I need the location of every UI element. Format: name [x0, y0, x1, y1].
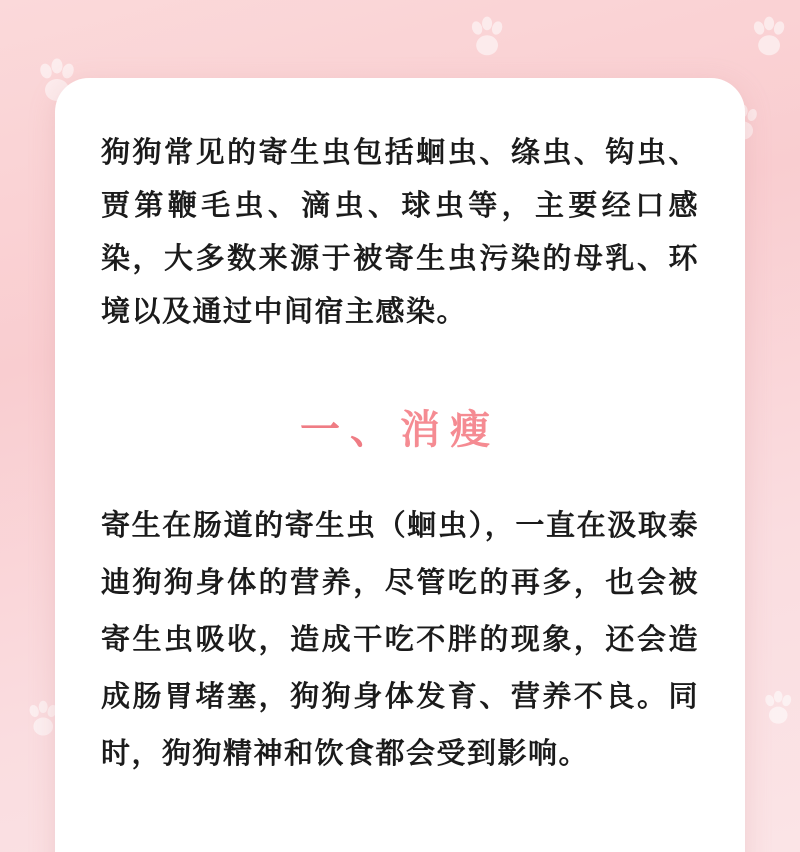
paw-print-icon: [762, 690, 796, 728]
section-number: 一、: [300, 407, 400, 453]
paw-print-icon: [750, 16, 790, 60]
section-title: 消瘦: [400, 407, 500, 453]
section-body-paragraph: 寄生在肠道的寄生虫（蛔虫），一直在汲取泰迪狗狗身体的营养，尽管吃的再多，也会被寄生虫吸收，造成干吃不胖的现象，还会造成肠胃堵塞，狗狗身体发育、营养不良。同时，狗狗精神和饮食都会受到影响。: [101, 508, 699, 770]
intro-paragraph: 狗狗常见的寄生虫包括蛔虫、绦虫、钩虫、贾第鞭毛虫、滴虫、球虫等，主要经口感染，大多数来源于被寄生虫污染的母乳、环境以及通过中间宿主感染。: [101, 135, 699, 328]
card-content: [55, 78, 745, 782]
section-heading: [101, 398, 699, 455]
paw-print-icon: [468, 16, 508, 60]
content-card: [55, 78, 745, 852]
